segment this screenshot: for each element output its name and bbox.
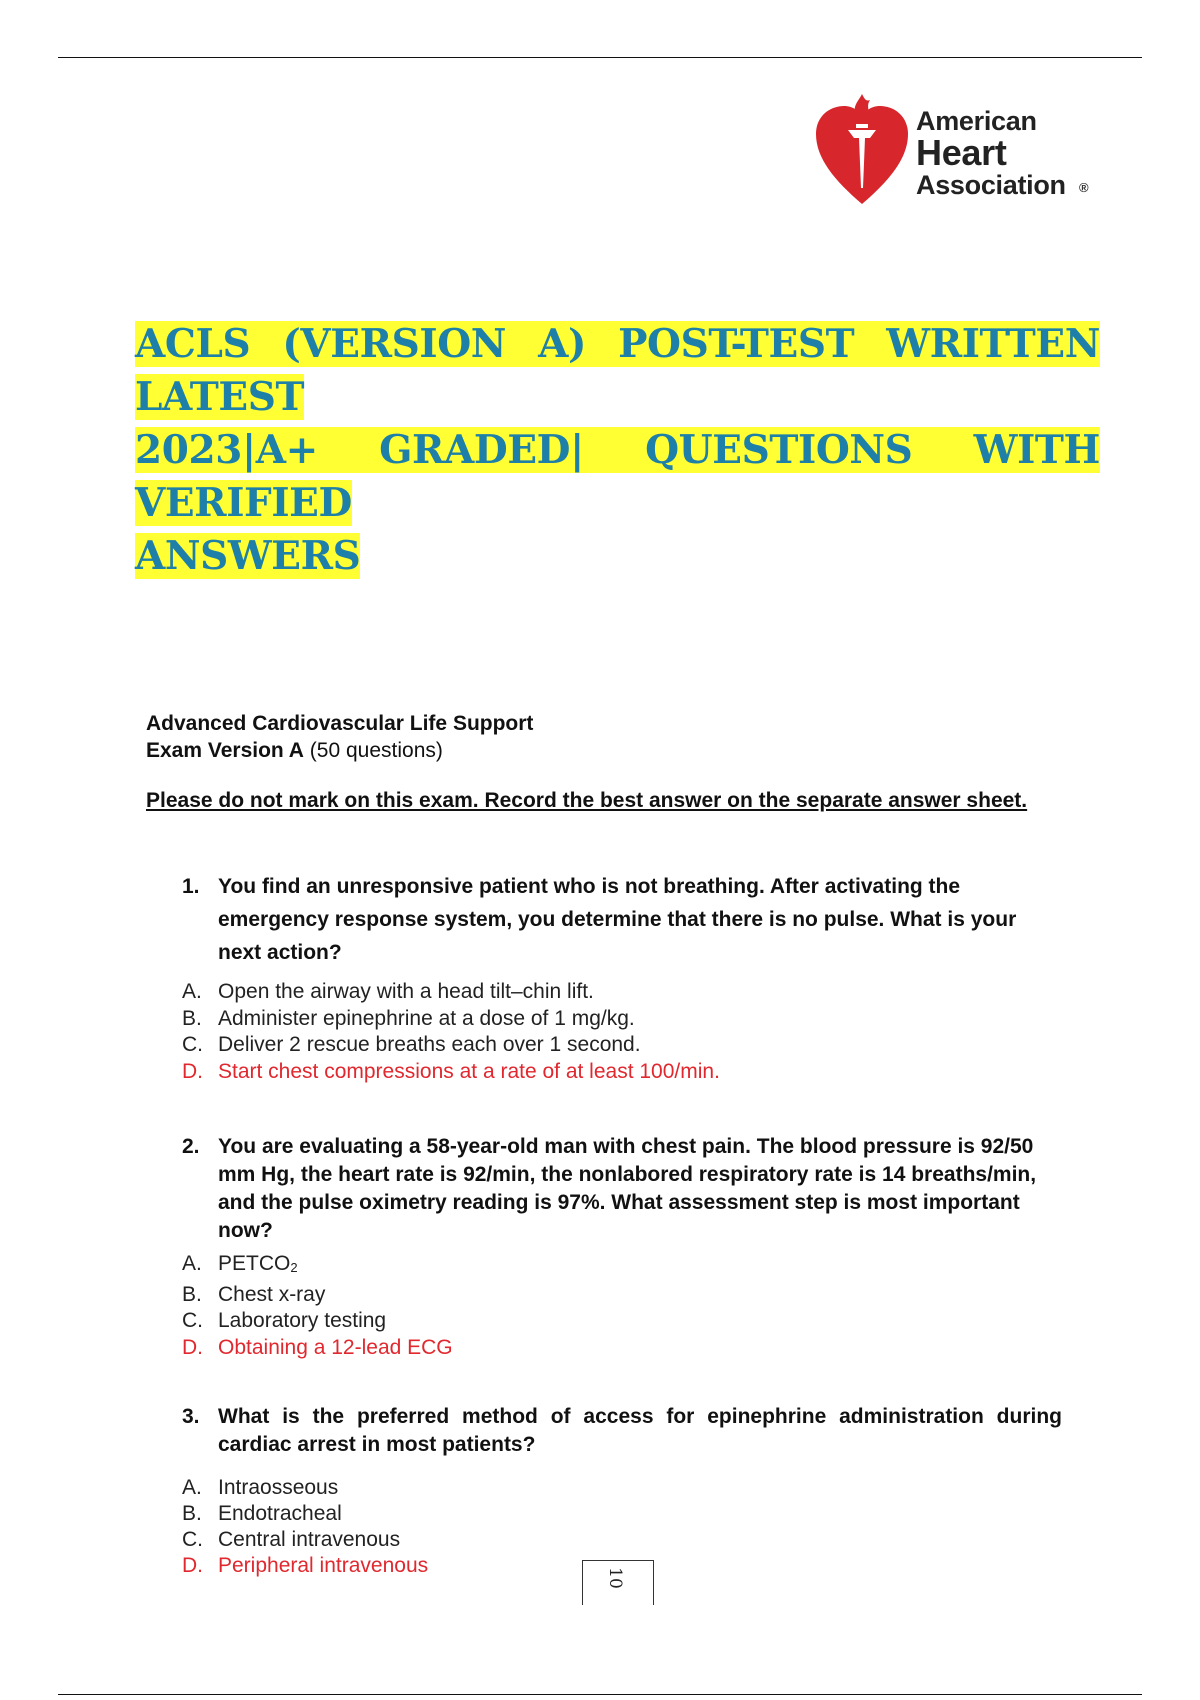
heart-torch-icon	[812, 92, 912, 210]
option-c: C. Laboratory testing	[182, 1309, 387, 1332]
question-text: You are evaluating a 58-year-old man with chest pain. The blood pressure is 92/50 mm Hg, the heart rate is 92/min, the nonlabored respiratory rate is 14 breaths/min, and the pulse oximetry reading is 97%. What assessment step is most important now?	[218, 1135, 1037, 1242]
option-a: A. Intraosseous	[182, 1476, 339, 1499]
logo-word-american: American	[916, 106, 1037, 136]
question-text: You find an unresponsive patient who is not breathing. After activating the emergency response system, you determine that there is no pulse. What is your next action?	[218, 875, 1017, 964]
question-stem	[182, 870, 1062, 969]
exam-intro	[146, 710, 533, 764]
question-text: What is the preferred method of access for epinephrine administration during cardiac arrest in most patients?	[218, 1405, 1062, 1456]
option-b: B. Chest x-ray	[182, 1282, 326, 1306]
question-stem	[182, 1133, 1062, 1245]
page-number-stamp	[568, 1546, 660, 1604]
logo-word-heart: Heart	[916, 132, 1007, 173]
question-stem	[182, 1403, 1062, 1459]
top-rule	[58, 57, 1142, 58]
registered-mark: ®	[1079, 180, 1089, 195]
title-line-3: ANSWERS	[135, 533, 361, 579]
question-number: 1.	[182, 875, 200, 898]
option-a: A. Open the airway with a head tilt–chin lift.	[182, 980, 594, 1003]
option-d-correct: D. Obtaining a 12-lead ECG	[182, 1335, 453, 1359]
aha-logo	[812, 92, 1092, 210]
option-c: C. Deliver 2 rescue breaths each over 1 second.	[182, 1033, 641, 1056]
logo-word-association: Association	[916, 170, 1066, 200]
document-title	[135, 318, 1100, 583]
page-number: 10	[604, 1567, 625, 1589]
exam-version: Exam Version A (50 questions)	[146, 739, 443, 762]
title-line-1: ACLS (VERSION A) POST-TEST WRITTEN LATEST	[135, 321, 1100, 420]
question-number: 3.	[182, 1405, 200, 1428]
course-name: Advanced Cardiovascular Life Support	[146, 712, 534, 735]
question-2	[182, 1133, 1062, 1361]
option-b: B. Endotracheal	[182, 1502, 342, 1525]
option-c: C. Central intravenous	[182, 1528, 401, 1551]
question-number: 2.	[182, 1135, 200, 1158]
title-line-2: 2023|A+ GRADED| QUESTIONS WITH VERIFIED	[135, 427, 1100, 526]
answer-options	[182, 1251, 1062, 1361]
option-d-correct: D. Start chest compressions at a rate of at least 100/min.	[182, 1059, 720, 1083]
question-1	[182, 870, 1062, 1085]
answer-options	[182, 979, 1062, 1085]
bottom-rule	[58, 1694, 1142, 1695]
option-b: B. Administer epinephrine at a dose of 1 mg/kg.	[182, 1006, 635, 1030]
option-d-correct: D. Peripheral intravenous	[182, 1554, 429, 1577]
exam-instruction: Please do not mark on this exam. Record the best answer on the separate answer sheet.	[146, 789, 1028, 812]
option-a: A. $PETCO_2$	[182, 1252, 298, 1275]
